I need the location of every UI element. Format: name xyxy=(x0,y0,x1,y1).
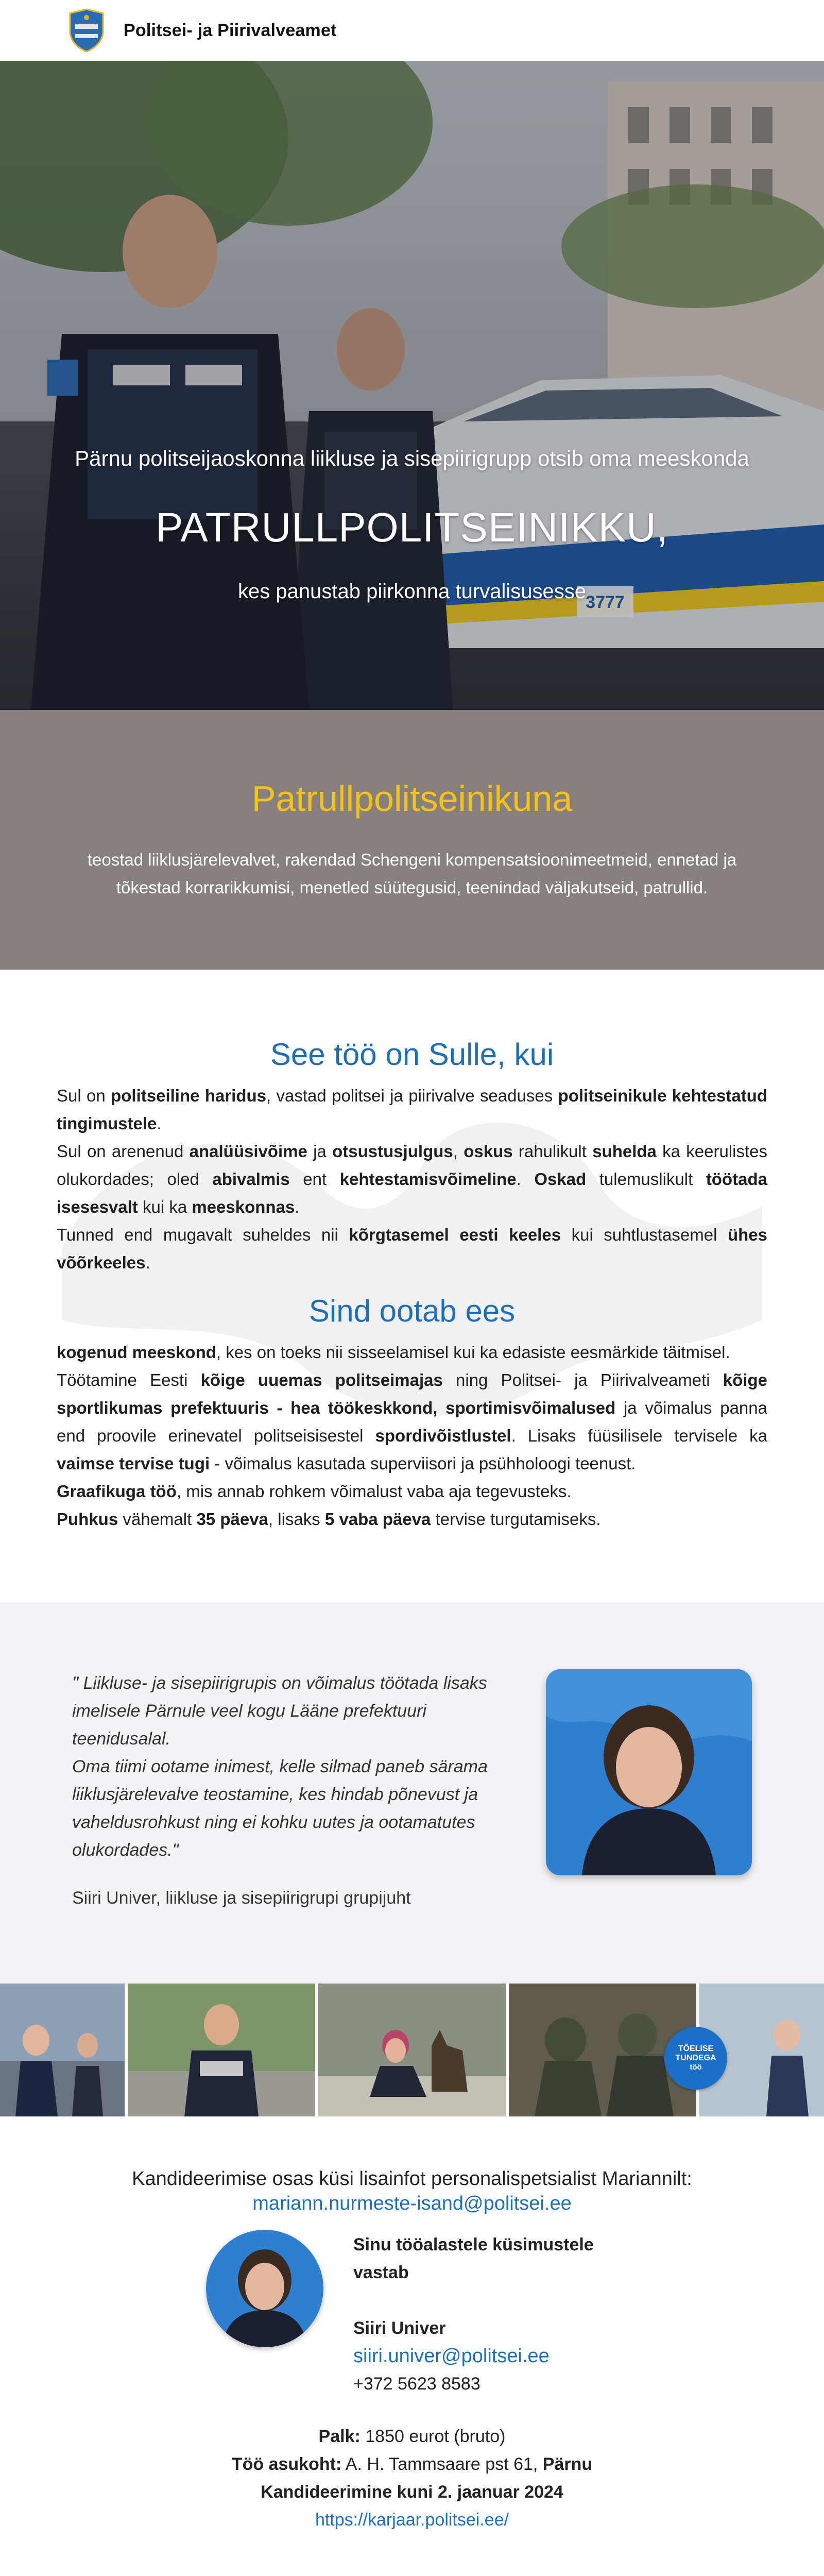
requirements-text xyxy=(57,1082,767,1277)
offer-text xyxy=(57,1338,767,1533)
photo-strip xyxy=(0,1984,824,2116)
salary-line: Palk: 1850 eurot (bruto) xyxy=(318,2427,506,2446)
career-site-link[interactable]: https://karjaar.politsei.ee/ xyxy=(315,2510,509,2530)
hero-subtitle: Pärnu politseijaoskonna liikluse ja sisepiirigrupp otsib oma meeskonda xyxy=(75,446,749,470)
recruiter-email-link[interactable]: mariann.nurmeste-isand@politsei.ee xyxy=(252,2193,572,2214)
hero-title: PATRULLPOLITSEINIKKU, xyxy=(155,504,669,550)
role-intro-section xyxy=(0,710,824,970)
offer-title: Sind ootab ees xyxy=(308,1294,516,1328)
police-shield-icon[interactable] xyxy=(68,8,105,53)
role-intro-text: teostad liiklusjärelevalvet, rakendad Schengeni kompensatsioonimeetmeid, ennetad ja tõkestad korrarikkumisi, menetled süütegusid, teenindad väljakutseid, patrullid. xyxy=(87,850,737,897)
organization-name[interactable]: Politsei- ja Piirivalveamet xyxy=(124,20,337,40)
offer-workplace: Töötamine Eesti kõige uuemas politseimajas ning Politsei- ja Piirivalveameti kõige sportlikumas prefektuuris - hea töökeskkond, sportimisvõimalused ja võimalus panna end proovile erinevatel politseisisestel spordivõistlustel. Lisaks füüsilisele tervisele ka vaimse tervise tugi - võimalus kasutada superviisori ja psühholoogi teenust. xyxy=(57,1370,767,1473)
page-header xyxy=(0,0,824,61)
contact-intro: Kandideerimise osas küsi lisainfot personalispetsialist Mariannilt: xyxy=(132,2168,692,2190)
person-portrait-icon xyxy=(546,1669,752,1875)
location-line: Töö asukoht: A. H. Tammsaare pst 61, Pärnu xyxy=(231,2454,593,2474)
testimonial-author: Siiri Univer, liikluse ja sisepiirigrupi grupijuht xyxy=(72,1888,411,1908)
deadline-line: Kandideerimine kuni 2. jaanuar 2024 xyxy=(261,2482,563,2502)
strip-photo-officer-outdoors xyxy=(128,1984,315,2116)
requirements-section xyxy=(0,970,824,1602)
strip-photo-officers-ceremony xyxy=(0,1984,125,2116)
contact-avatar xyxy=(206,2230,323,2347)
car-number: 3777 xyxy=(586,592,625,612)
testimonial-quote: " Liikluse- ja sisepiirigrupis on võimalus töötada lisaks imelisele Pärnule veel kogu Lääne prefektuuri teenidusalal. Oma tiimi ootame inimest, kelle silmad paneb särama liiklusjärelevalve teostamine, kes hindab põnevust ja vaheldusrohkust ning ei kohku uutes ja ootamatutes olukordades." xyxy=(72,1673,488,1860)
requirement-languages: Tunned end mugavalt suheldes nii kõrgtasemel eesti keeles kui suhtlustasemel ühes võõrkeeles. xyxy=(57,1225,767,1272)
contact-phone[interactable]: +372 5623 8583 xyxy=(353,2374,480,2394)
contact-email-link[interactable]: siiri.univer@politsei.ee xyxy=(353,2345,550,2367)
responder-label-line1: Sinu tööalastele küsimustele xyxy=(353,2235,594,2255)
testimonial-section xyxy=(0,1602,824,1984)
responder-label-line2: vastab xyxy=(353,2263,409,2282)
offer-schedule: Graafikuga töö, mis annab rohkem võimalust vaba aja tegevusteks. xyxy=(57,1482,572,1501)
strip-photo-officer-with-dog xyxy=(318,1984,506,2116)
job-facts xyxy=(0,2422,824,2534)
requirements-title: See töö on Sulle, kui xyxy=(270,1037,554,1072)
hero-overlay xyxy=(0,61,824,710)
contact-details xyxy=(353,2231,642,2398)
offer-vacation: Puhkus vähemalt 35 päeva, lisaks 5 vaba päeva tervise turgutamiseks. xyxy=(57,1510,601,1529)
contact-section xyxy=(0,2116,824,2530)
contact-name: Siiri Univer xyxy=(353,2318,446,2338)
requirement-skills: Sul on arenenud analüüsivõime ja otsustusjulgus, oskus rahulikult suhelda ka keerulistes olukordades; oled abivalmis ent kehtestamisvõimeline. Oskad tulemuslikult töötada isesesvalt kui ka meeskonnas. xyxy=(57,1142,767,1216)
hero-banner xyxy=(0,61,824,710)
real-feeling-badge: TÕELISE TUNDEGA töö xyxy=(664,2027,727,2090)
role-intro-title: Patrullpolitseinikuna xyxy=(251,778,573,819)
offer-team: kogenud meeskond, kes on toeks nii sisseelamisel kui ka edasiste eesmärkide täitmisel. xyxy=(57,1343,730,1362)
hero-tagline: kes panustab piirkonna turvalisusesse xyxy=(238,580,586,603)
person-portrait-icon xyxy=(206,2230,323,2347)
testimonial-photo xyxy=(546,1669,752,1875)
requirement-education: Sul on politseiline haridus, vastad politsei ja piirivalve seaduses politseinikule kehtestatud tingimustele. xyxy=(57,1086,767,1133)
